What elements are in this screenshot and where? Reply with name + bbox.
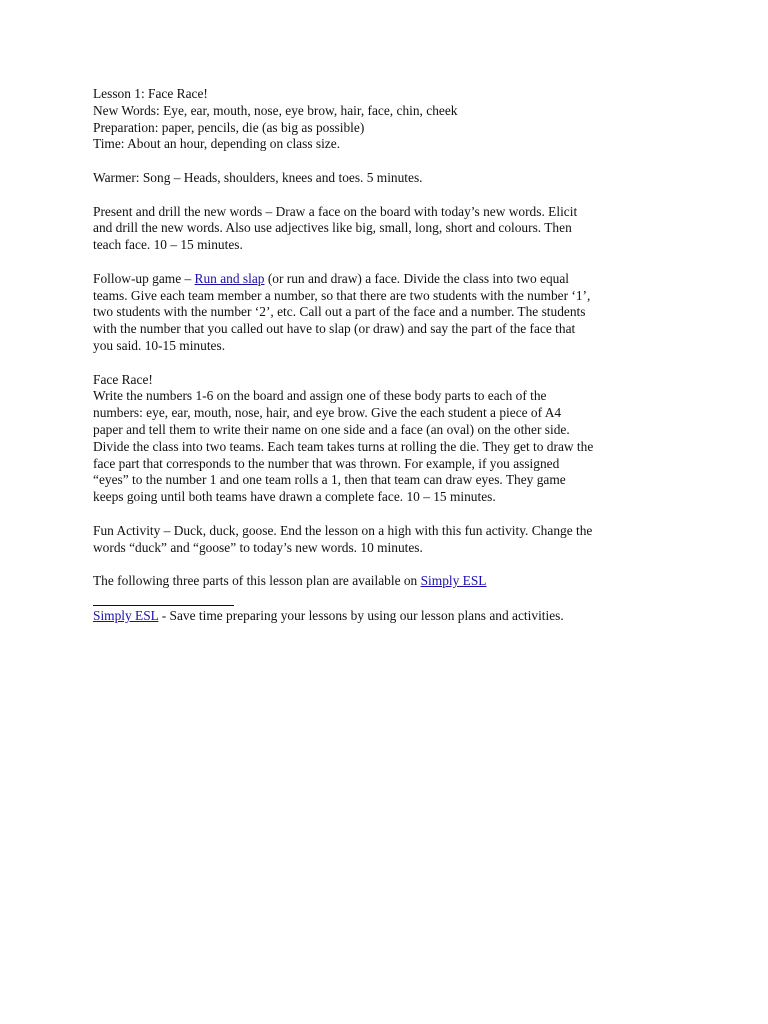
fun-activity-paragraph — [93, 523, 683, 557]
fun-activity-line: words “duck” and “goose” to today’s new words. 10 minutes. — [93, 539, 423, 555]
footer-divider — [93, 605, 234, 606]
availability-paragraph — [93, 573, 683, 590]
present-line: teach face. 10 – 15 minutes. — [93, 237, 243, 253]
face-race-paragraph — [93, 372, 683, 506]
footer-paragraph — [93, 608, 683, 625]
follow-up-line: you said. 10-15 minutes. — [93, 337, 226, 353]
follow-up-line: teams. Give each team member a number, so that there are two students with the number ‘1’, — [93, 287, 591, 303]
follow-up-line: two students with the number ‘2’, etc. Call out a part of the face and a number. The students — [93, 304, 586, 320]
face-race-line: face part that corresponds to the number that was thrown. For example, if you assigned — [93, 455, 560, 471]
follow-up-first-line-rest: (or run and draw) a face. Divide the class into two equal — [264, 270, 569, 286]
face-race-line: keeps going until both teams have drawn a complete face. 10 – 15 minutes. — [93, 489, 496, 505]
availability-text: The following three parts of this lesson plan are available on — [93, 573, 421, 589]
warmer-paragraph — [93, 170, 683, 187]
face-race-line: paper and tell them to write their name on one side and a face (an oval) on the other side. — [93, 421, 570, 437]
face-race-line: “eyes” to the number 1 and one team rolls a 1, then that team can draw eyes. They game — [93, 472, 566, 488]
present-line: and drill the new words. Also use adjectives like big, small, long, short and colours. Then — [93, 220, 572, 236]
follow-up-prefix: Follow-up game – — [93, 270, 195, 286]
face-race-line: Divide the class into two teams. Each team takes turns at rolling the die. They get to draw the — [93, 438, 594, 454]
simply-esl-footer-link[interactable]: Simply ESL — [93, 607, 159, 623]
footer-text: - Save time preparing your lessons by using our lesson plans and activities. — [158, 607, 564, 623]
follow-up-line: with the number that you called out have to slap (or draw) and say the part of the face that — [93, 321, 576, 337]
new-words-line: New Words: Eye, ear, mouth, nose, eye brow, hair, face, chin, cheek — [93, 102, 458, 118]
time-line: Time: About an hour, depending on class size. — [93, 136, 341, 152]
present-drill-paragraph — [93, 204, 683, 254]
face-race-line: numbers: eye, ear, mouth, nose, hair, and eye brow. Give the each student a piece of A4 — [93, 405, 562, 421]
footer-line — [93, 608, 683, 625]
simply-esl-link[interactable]: Simply ESL — [420, 573, 487, 589]
follow-up-game-paragraph — [93, 271, 683, 355]
follow-up-first-line — [93, 271, 683, 288]
document-body — [93, 86, 683, 642]
face-race-heading: Face Race! — [93, 371, 153, 387]
present-line: Present and drill the new words – Draw a face on the board with today’s new words. Elicit — [93, 203, 578, 219]
run-and-slap-link[interactable]: Run and slap — [194, 270, 265, 286]
lesson-header — [93, 86, 683, 153]
availability-line — [93, 573, 683, 590]
face-race-line: Write the numbers 1-6 on the board and assign one of these body parts to each of the — [93, 388, 547, 404]
spacer — [93, 590, 683, 605]
lesson-title: Lesson 1: Face Race! — [93, 86, 208, 101]
preparation-line: Preparation: paper, pencils, die (as big as possible) — [93, 119, 365, 135]
fun-activity-line: Fun Activity – Duck, duck, goose. End the lesson on a high with this fun activity. Change the — [93, 522, 593, 538]
warmer-line: Warmer: Song – Heads, shoulders, knees and toes. 5 minutes. — [93, 169, 423, 185]
